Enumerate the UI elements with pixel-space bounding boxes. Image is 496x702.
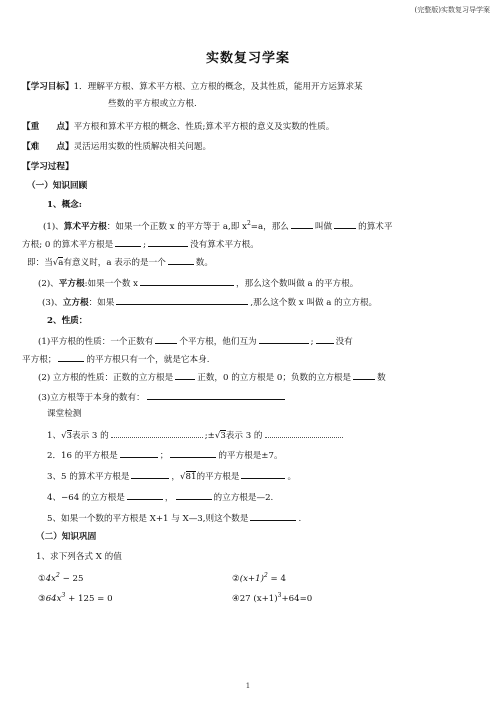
concept-2-line xyxy=(38,276,358,290)
concept-1-number: (1)、 xyxy=(43,221,64,232)
property-3-line xyxy=(38,390,287,404)
question-3 xyxy=(47,469,296,483)
difficulty-text: 灵活运用实数的性质解决相关问题。 xyxy=(73,142,212,152)
exercise-4 xyxy=(232,590,312,605)
sqrt-radicand: a xyxy=(58,258,64,268)
sqrt-symbol-icon: √ xyxy=(214,431,221,441)
blank xyxy=(120,448,158,458)
goal-line xyxy=(22,81,363,93)
concept-1-line2-a: 方根; 0 的算术平方根是 xyxy=(22,240,114,250)
blank xyxy=(334,219,356,229)
exercise-heading: 1、求下列各式 X 的值 xyxy=(36,552,122,562)
q2-text-c: 的平方根是±7。 xyxy=(218,451,283,461)
concept-1-text-d: 的算术平 xyxy=(358,221,393,232)
exercise-2-expr-a: (x+1) xyxy=(239,573,264,584)
superscript: 2 xyxy=(56,572,60,579)
exercise-1-expr-b: − 25 xyxy=(59,573,84,584)
difficulty-line xyxy=(22,141,211,153)
property-1-text-a: (1)平方根的性质：一个正数有 xyxy=(38,337,154,347)
sqrt-symbol-icon: √ xyxy=(61,431,67,441)
concept-1-line2-b: ; xyxy=(143,240,147,250)
blank xyxy=(241,469,285,479)
property-2-line xyxy=(38,370,386,384)
difficulty-label: 【难 点】 xyxy=(22,142,74,152)
q1-text-d: 表示 3 的 xyxy=(225,431,263,441)
concept-1-line-2 xyxy=(22,237,259,251)
q5-text-a: 5、如果一个数的平方根是 X+1 与 X—3,则这个数是 xyxy=(47,514,249,524)
q4-text-a: 4、−64 的立方根是 xyxy=(47,493,125,503)
exercise-2-expr-b: = 4 xyxy=(267,573,286,584)
blank xyxy=(131,469,169,479)
q1-text-b: 表示 3 的 xyxy=(72,431,109,441)
property-2-text-c: 数 xyxy=(377,373,386,383)
blank xyxy=(58,352,84,362)
superscript: 3 xyxy=(277,592,282,599)
concept-3-line xyxy=(42,295,377,309)
goal-text: 1．理解平方根、算术平方根、立方根的概念，及其性质，能用开方运算求某 xyxy=(73,82,363,92)
concept-1-term: 算术平方根 xyxy=(63,221,107,232)
exercise-4-number: ④ xyxy=(232,593,240,604)
q3-text-d: 。 xyxy=(287,472,297,482)
q3-text-c: 的平方根是 xyxy=(196,472,240,482)
exercise-2 xyxy=(232,570,286,585)
q2-text-b: ； xyxy=(159,451,169,461)
section-review-heading: （一）知识回顾 xyxy=(27,181,88,191)
concept-heading: 1、概念: xyxy=(47,200,82,210)
blank xyxy=(116,295,248,305)
running-header: (完整版)实数复习导学案 xyxy=(414,6,490,14)
concept-3-number: (3)、 xyxy=(42,298,63,308)
sqrt-radicand: 3 xyxy=(220,431,226,441)
sqrt-radicand: 3 xyxy=(66,431,73,441)
property-heading: 2、性质： xyxy=(47,316,88,326)
q1-number: 1、 xyxy=(47,431,62,441)
exercise-1-expr-a: 4x xyxy=(45,573,57,584)
blank xyxy=(176,490,212,500)
property-1-line-1 xyxy=(38,334,353,348)
concept-1-line2-c: 没有算术平方根。 xyxy=(190,240,259,250)
blank xyxy=(265,428,343,438)
property-2-text-a: (2) 立方根的性质：正数的立方根是 xyxy=(38,373,174,383)
superscript: 3 xyxy=(61,592,66,599)
blank xyxy=(148,237,188,247)
exercise-3-expr-a: 64x xyxy=(45,593,62,604)
property-1-text-c: ; xyxy=(310,337,314,347)
property-1-line2-a: 平方根； xyxy=(22,355,57,365)
concept-1-line-3 xyxy=(27,255,213,269)
concept-3-term: 立方根 xyxy=(62,298,89,308)
blank xyxy=(175,370,195,380)
concept-1-text-c: 叫做 xyxy=(314,221,333,232)
question-1 xyxy=(47,428,345,442)
question-5 xyxy=(47,511,301,525)
exercise-4-expr-b: +64=0 xyxy=(281,593,313,604)
concept-2-number: (2)、 xyxy=(38,279,59,289)
blank xyxy=(291,219,313,229)
blank xyxy=(127,490,163,500)
exercise-3-number: ③ xyxy=(38,593,46,604)
exercise-2-number: ② xyxy=(232,573,240,584)
concept-2-term: 平方根 xyxy=(58,279,85,289)
exercise-4-expr-a: 27 (x+1) xyxy=(239,593,278,604)
page-number: 1 xyxy=(245,682,251,690)
question-4 xyxy=(47,490,273,504)
concept-1-line3-c: 数。 xyxy=(195,258,213,268)
blank xyxy=(353,370,375,380)
exercise-3-expr-b: + 125 = 0 xyxy=(65,593,113,604)
exercise-1 xyxy=(38,570,83,585)
goal-label: 【学习目标】 xyxy=(22,82,74,92)
q3-text-a: 3、5 的算术平方根是 xyxy=(47,472,130,482)
blank xyxy=(259,334,309,344)
property-2-text-b: 正数，0 的立方根是 0；负数的立方根是 xyxy=(197,373,352,383)
goal-text-2: 些数的平方根或立方根. xyxy=(108,99,197,109)
key-label: 【重 点】 xyxy=(22,122,74,132)
sqrt-symbol-icon: √ xyxy=(52,258,59,268)
property-1-line-2 xyxy=(22,352,209,366)
key-text: 平方根和算术平方根的概念、性质;算术平方根的意义及实数的性质。 xyxy=(73,122,335,132)
exercise-3 xyxy=(38,590,113,605)
property-3-text: (3)立方根等于本身的数有： xyxy=(38,393,145,403)
q4-text-c: 的立方根是—2. xyxy=(213,493,274,503)
concept-2-text-a: :如果一个数 x xyxy=(84,279,139,289)
blank xyxy=(316,334,334,344)
q1-text-c: ;± xyxy=(204,431,215,441)
concept-1-text-a: ：如果一个正数 x 的平方等于 a,即 x xyxy=(106,221,247,232)
class-check-heading: 课堂检测 xyxy=(47,409,82,419)
property-1-text-d: 没有 xyxy=(335,337,353,347)
concept-1-line3-b: 有意义时，a 表示的是一个 xyxy=(63,258,166,268)
exercise-1-number: ① xyxy=(38,573,46,584)
blank xyxy=(155,334,177,344)
superscript: 2 xyxy=(246,220,251,227)
q3-text-b: ， xyxy=(171,472,181,482)
superscript: 2 xyxy=(263,572,268,579)
property-1-line2-b: 的平方根只有一个，就是它本身. xyxy=(86,355,210,365)
question-2 xyxy=(47,448,283,462)
blank xyxy=(147,390,285,400)
concept-1-line3-a: 即：当 xyxy=(27,258,53,268)
concept-3-text-a: ：如果 xyxy=(88,298,115,308)
key-line xyxy=(22,121,334,133)
q5-text-b: . xyxy=(298,514,302,524)
page-title: 实数复习学案 xyxy=(205,51,290,66)
q2-text-a: 2．16 的平方根是 xyxy=(47,451,118,461)
sqrt-radicand: 81 xyxy=(185,472,197,482)
blank xyxy=(168,255,194,265)
section-consolidation-heading: （二）知识巩固 xyxy=(36,532,97,542)
property-1-text-b: 个平方根，他们互为 xyxy=(179,337,257,347)
q4-text-b: ， xyxy=(164,493,174,503)
concept-3-text-b: ,那么这个数 x 叫做 a 的立方根。 xyxy=(250,298,378,308)
blank xyxy=(111,428,203,438)
blank xyxy=(140,276,234,286)
concept-1-text-b: =a，那么 xyxy=(250,221,289,232)
sqrt-symbol-icon: √ xyxy=(180,472,186,482)
concept-2-text-b: ，那么这个数叫做 a 的平方根。 xyxy=(236,279,359,289)
process-label: 【学习过程】 xyxy=(22,162,74,172)
concept-1-line-1 xyxy=(43,218,393,233)
blank xyxy=(115,237,141,247)
blank xyxy=(170,448,216,458)
blank xyxy=(250,511,296,521)
